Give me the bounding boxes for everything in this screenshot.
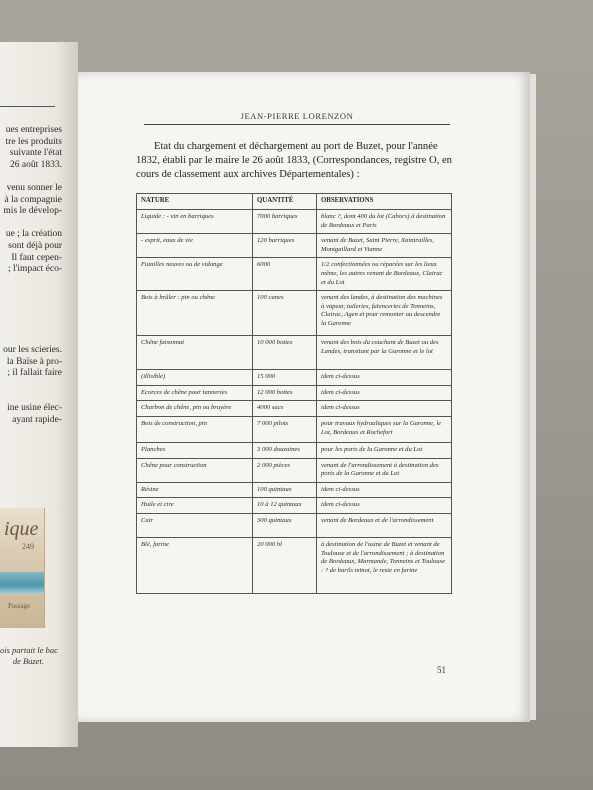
photo-handwriting: Passage [8,602,31,610]
cell-nature: Huile et cire [137,498,253,514]
cell-nature: (illisible) [137,370,253,386]
cell-nature: Liquide : - vin en barriques [137,210,253,234]
left-page-line: sont déjà pour [8,240,62,251]
cell-observations: idem ci-dessus [317,385,452,401]
photo-river [0,572,44,594]
cell-nature: Ecorces de chêne pour tanneries [137,385,253,401]
table-row [137,401,452,417]
left-page-line [0,171,62,183]
cell-quantity: 2 000 pièces [253,458,317,482]
left-page-line: tre les produits [5,136,62,147]
cell-observations: venant des landes, à destination des machines à vapeur, tuileries, faïenceries de Tonneins, Clairac, Agen et pour remonter ou descendre la Garonne [317,291,452,336]
cell-quantity: 6000 [253,258,317,291]
left-photo-caption [0,645,58,667]
cell-nature: Blé, farine [137,537,253,593]
cargo-table [136,193,452,594]
cell-observations: pour travaux hydrauliques sur la Garonne, le Lot, Bordeaux et Rochefort [317,416,452,442]
cell-nature: Charbon de chêne, pin ou bruyère [137,401,253,417]
cell-observations: idem ci-dessus [317,498,452,514]
table-row [137,291,452,336]
intro-line: 1832, établi par le maire le 26 août 1833, (Correspondances, registre O, en [136,155,452,166]
photo-handwriting: 249 [22,542,34,551]
cell-quantity: 300 quintaux [253,513,317,537]
cell-quantity: 7 000 pilots [253,416,317,442]
table-row [137,498,452,514]
left-page-line: ue ; la création [5,229,62,240]
table-header-row [137,194,452,210]
table-row [137,416,452,442]
left-page-line: 26 août 1833. [10,159,62,170]
cell-observations: blanc ?, dont 400 du lot (Cahors) à destination de Bordeaux et Paris [317,210,452,234]
cell-observations: à destination de l'usine de Buzet et venant de Toulouse et de l'arrondissement ; à destination de Bordeaux, Marmande, Tonneins et Toulouse : ? de barils minot, le reste en farine [317,537,452,593]
cell-quantity: 4000 sacs [253,401,317,417]
left-page-line [0,276,62,288]
left-page-line [0,218,62,230]
column-header-nature: NATURE [137,194,253,210]
cell-nature: Bois de construction, pin [137,416,253,442]
cell-nature: Futailles neuves ou de vidange [137,258,253,291]
table-row [137,458,452,482]
column-header-quantity: QUANTITÉ [253,194,317,210]
column-header-observations: OBSERVATIONS [317,194,452,210]
table-row [137,234,452,258]
cell-nature: Bois à brûler : pin ou chêne [137,291,253,336]
cell-observations: idem ci-dessus [317,482,452,498]
cell-observations: venant de l'arrondissement à destination des ports de la Garonne et du Lot [317,458,452,482]
left-page-line [0,311,62,323]
cell-quantity: 20 000 hl [253,537,317,593]
cell-nature: Cuir [137,513,253,537]
cell-nature: Planches [137,442,253,458]
left-page-photo [0,508,45,628]
table-row [137,258,452,291]
cell-observations: 1/2 confectionnées ou réparées sur les lieux même, les autres venant de Bordeaux, Clairac et du Lot [317,258,452,291]
table-row [137,537,452,593]
left-page-line: la Baïse à pro- [6,356,62,367]
table-row [137,336,452,370]
cell-quantity: 100 canes [253,291,317,336]
cell-nature: Chêne faisonnat [137,336,253,370]
cell-quantity: 100 quintaux [253,482,317,498]
running-head-rule [144,124,450,125]
cell-observations: venant de Bordeaux et de l'arrondissement [317,513,452,537]
table-body [137,210,452,594]
table-row [137,442,452,458]
left-page-text [0,125,62,426]
left-page-line: ues entreprises [5,125,62,135]
left-page-line: ine usine élec- [7,403,62,414]
cell-quantity: 15 000 [253,370,317,386]
left-page-line: suivante l'état [9,148,62,159]
cell-quantity: 3 000 douzaines [253,442,317,458]
left-page-line [0,299,62,311]
cell-observations: venant des bois du couchant de Buzet ou des Landes, transitant par la Garonne et le lot [317,336,452,370]
left-page-line [0,334,62,346]
table-row [137,370,452,386]
cell-observations: venant de Buzet, Saint Pierre, Xaintrailles, Montgaillard et Vianne [317,234,452,258]
table-row [137,385,452,401]
left-page-line: venu sonner le [6,182,62,193]
caption-line: de Buzet. [12,656,44,666]
page-number: 51 [437,665,446,675]
cell-quantity: 7000 barriques [253,210,317,234]
cell-nature: - esprit, eaux de vie [137,234,253,258]
left-page-line [0,380,62,392]
left-page-line: ayant rapide- [12,414,62,425]
intro-paragraph [136,140,452,182]
left-page-line: our les scieries. [3,345,62,356]
cell-observations: pour les ports de la Garonne et du Lot [317,442,452,458]
cell-observations: idem ci-dessus [317,401,452,417]
table-row [137,210,452,234]
caption-line: ois partait le bac [0,645,58,655]
left-page-line: ; il fallait faire [7,368,62,379]
photo-handwriting: ique [4,518,39,540]
table-row [137,482,452,498]
cell-quantity: 10 000 bottes [253,336,317,370]
cell-nature: Résine [137,482,253,498]
cell-quantity: 120 barriques [253,234,317,258]
left-page-line: ; l'impact éco- [8,264,62,275]
page-edge [530,74,536,720]
cell-quantity: 10 à 12 quintaux [253,498,317,514]
left-page-line: Il faut cepen- [11,252,62,263]
left-page-rule [0,106,55,107]
intro-line: Etat du chargement et déchargement au port de Buzet, pour l'année [154,141,438,152]
table-row [137,513,452,537]
cell-quantity: 12 000 bottes [253,385,317,401]
left-page-line: à la compagnie [4,194,62,205]
running-head: JEAN-PIERRE LORENZON [240,111,354,121]
left-page-line [0,322,62,334]
left-page-line: mis le dévelop- [3,206,62,217]
cell-nature: Chêne pour construction [137,458,253,482]
left-page-line [0,392,62,404]
intro-line: cours de classement aux archives Départementales) : [136,169,360,180]
left-page-line [0,287,62,299]
cell-observations: idem ci-dessus [317,370,452,386]
